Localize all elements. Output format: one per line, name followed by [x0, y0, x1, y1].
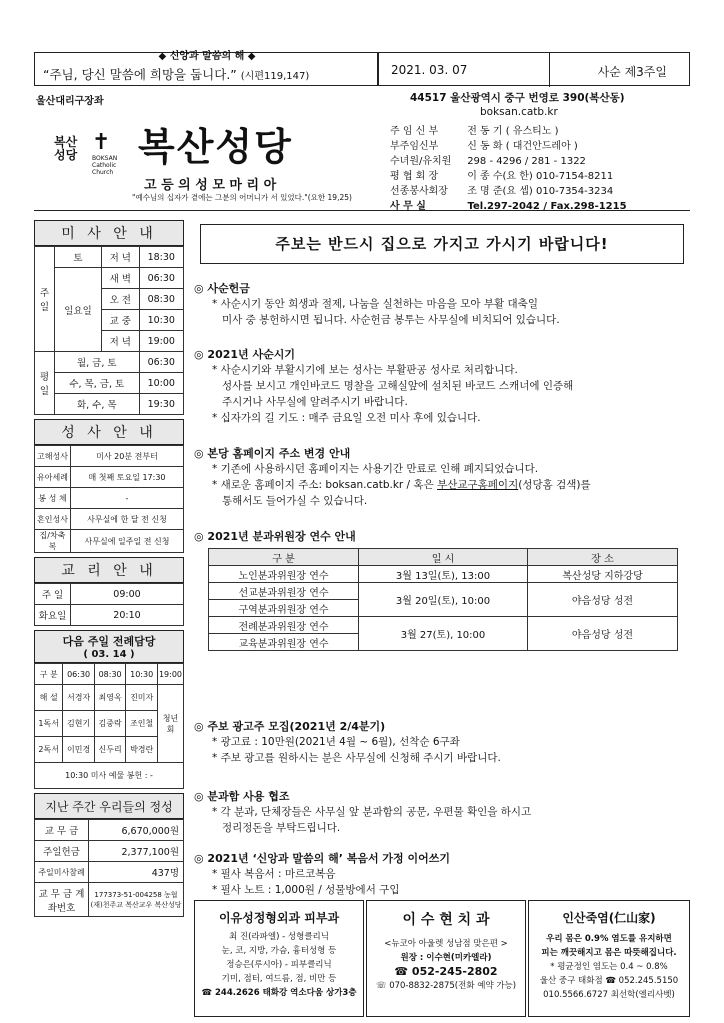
- ad-line: ☎ 244.2626 태화강 역소다움 상가3층: [201, 988, 357, 998]
- cell: 1독서: [35, 711, 63, 737]
- mass-time-label: 오 전: [101, 289, 139, 310]
- mass-day: 월, 금, 토: [55, 352, 140, 373]
- liturgical-season: 사순 제3주일: [597, 65, 667, 79]
- table-row: [35, 352, 184, 373]
- sacrament-label: 봉 성 체: [35, 488, 71, 509]
- offering-title: 지난 주간 우리들의 정성: [34, 793, 184, 819]
- mass-day: 화, 수, 목: [55, 394, 140, 415]
- cell: 노인분과위원장 연수: [209, 566, 359, 583]
- ad-row: [194, 900, 690, 1017]
- catechism-table: [34, 583, 184, 626]
- section-line: 성사를 보시고 개인바코드 명찰을 고해실앞에 설치된 바코드 스캐너에 인증해: [222, 380, 574, 392]
- section-title: ◎ 2021년 분과위원장 연수 안내: [194, 530, 356, 543]
- section-gospel-copying: [194, 850, 690, 898]
- new-homepage-text: * 새로운 홈페이지 주소: boksan.catb.kr / 혹은: [212, 479, 434, 491]
- liturgy-header: [34, 630, 184, 663]
- small-logo-english: BOKSAN Catholic Church: [92, 155, 118, 176]
- mass-group-weekday: 평일: [35, 352, 55, 415]
- cell: 야음성당 성전: [528, 617, 678, 651]
- contact-council: [390, 167, 613, 182]
- patron-quote: "예수님의 십자가 곁에는 그분의 어머니가 서 있었다."(요한 19,25): [132, 193, 352, 202]
- cell: 서경자: [63, 685, 95, 711]
- table-row: [35, 467, 184, 488]
- contact-value: 신 동 화 ( 대건안드레아 ): [467, 141, 578, 152]
- catechism-title: 교 리 안 내: [34, 557, 184, 583]
- mass-time-label: 교 중: [101, 310, 139, 331]
- ad-line: 울산 중구 태화점 ☎ 052.245.5150: [539, 976, 679, 986]
- contact-value: 298 - 4296 / 281 - 1322: [467, 156, 586, 167]
- mass-table: [34, 246, 184, 415]
- section-lent-offering: [194, 280, 690, 328]
- catechism-value: 20:10: [71, 605, 184, 626]
- contact-role: 부주임신부: [390, 141, 439, 152]
- take-home-notice: 주보는 반드시 집으로 가지고 가시기 바랍니다!: [200, 224, 684, 264]
- header-date-box: [378, 52, 690, 86]
- sacrament-value: 미사 20분 전부터: [71, 446, 184, 467]
- col-header: 구 분: [209, 549, 359, 566]
- mass-day: 수, 목, 금, 토: [55, 373, 140, 394]
- church-website[interactable]: boksan.catb.kr: [480, 106, 558, 118]
- contact-value: 조 명 준(요 셉) 010-7354-3234: [467, 186, 614, 197]
- section-title: ◎ 2021년 ‘신앙과 말씀의 해’ 복음서 가정 이어쓰기: [194, 852, 451, 865]
- contact-role: 사 무 실: [390, 201, 426, 212]
- section-line: 통해서도 들어가실 수 있습니다.: [222, 495, 368, 507]
- mass-time-label: 새 벽: [101, 268, 139, 289]
- table-row: [35, 605, 184, 626]
- cell: 3월 13일(토), 13:00: [359, 566, 528, 583]
- table-row: [35, 394, 184, 415]
- contact-convent: [390, 152, 586, 167]
- section-line: * 필사 복음서 : 마르코복음: [212, 868, 336, 880]
- cross-icon: ✝: [92, 130, 111, 155]
- table-row: [35, 883, 184, 917]
- header-slogan-box: [34, 52, 378, 86]
- table-row: [35, 530, 184, 553]
- table-row: [209, 566, 678, 583]
- col-header: 구 분: [35, 664, 63, 685]
- table-row: [35, 488, 184, 509]
- account-value: 177373-51-004258 농협 (재)천주교 복산교우 복산성당: [89, 883, 184, 917]
- church-name-title: 복산성당: [138, 124, 293, 169]
- cell: 박경란: [126, 737, 158, 763]
- bulletin-page: [34, 52, 690, 1017]
- liturgy-date: ( 03. 14 ): [83, 649, 135, 660]
- ad-line: 눈, 코, 지방, 가슴, 흉터성형 등: [221, 946, 337, 956]
- year-theme: ◆ 신앙과 말씀의 해 ◆: [158, 51, 256, 62]
- col-header: 장 소: [528, 549, 678, 566]
- table-row: [35, 247, 184, 268]
- cell: 최영옥: [94, 685, 126, 711]
- cell: 김중락: [94, 711, 126, 737]
- ad-clinic: [194, 900, 364, 1017]
- small-logo-line2: 성당: [54, 148, 78, 162]
- cell: 이민경: [63, 737, 95, 763]
- slogan-ref: (시편119,147): [240, 71, 310, 82]
- mass-time: 10:30: [139, 310, 183, 331]
- section-title: ◎ 분과함 사용 협조: [194, 790, 290, 803]
- mass-time: 18:30: [139, 247, 183, 268]
- cell: 3월 20일(토), 10:00: [359, 583, 528, 617]
- section-title: ◎ 2021년 사순시기: [194, 348, 296, 361]
- contact-role: 수녀원/유치원: [390, 156, 452, 167]
- contact-role: 선종봉사회장: [390, 186, 448, 197]
- table-row: [35, 664, 184, 685]
- contact-role: 주 임 신 부: [390, 126, 439, 137]
- mass-time: 06:30: [139, 268, 183, 289]
- ad-name: 이 수 현 치 과: [402, 912, 490, 928]
- section-advertisers: [194, 718, 690, 766]
- contact-value: Tel.297-2042 / Fax.298-1215: [467, 201, 627, 212]
- section-line: * 필사 노트 : 1,000원 / 성물방에서 구입: [212, 884, 400, 896]
- ad-line: 우리 몸은 0.9% 염도를 유지하면: [546, 934, 672, 944]
- cell: 야음성당 성전: [528, 583, 678, 617]
- catechism-label: 화요일: [35, 605, 71, 626]
- cell: 복산성당 지하강당: [528, 566, 678, 583]
- sacrament-title: 성 사 안 내: [34, 419, 184, 445]
- table-row: [35, 763, 184, 789]
- table-row: [35, 841, 184, 862]
- ad-line: 010.5566.6727 최선학(엘리사벳): [543, 990, 675, 1000]
- section-line: * 각 분과, 단체장들은 사무실 앞 분과함의 공문, 우편물 확인을 하시고: [212, 806, 532, 818]
- section-line: 미사 중 봉헌하시면 됩니다. 사순헌금 봉투는 사무실에 비치되어 있습니다.: [222, 314, 560, 326]
- cell: 3월 27(토), 10:00: [359, 617, 528, 651]
- church-address: 44517 울산광역시 중구 번영로 390(복산동): [410, 92, 625, 104]
- sacrament-label: 고해성사: [35, 446, 71, 467]
- offering-value: 6,670,000원: [89, 820, 184, 841]
- search-hint: (성당홈 검색)를: [518, 479, 591, 491]
- table-row: [209, 583, 678, 600]
- cell: 전례분과위원장 연수: [209, 617, 359, 634]
- sacrament-value: 사무실에 일주일 전 신청: [71, 530, 184, 553]
- liturgy-table: [34, 663, 184, 789]
- table-row: [209, 617, 678, 634]
- training-table: [208, 548, 678, 651]
- table-row: [35, 584, 184, 605]
- ad-line: 원장 : 이수현(미카엘라): [400, 953, 492, 963]
- liturgy-title: 다음 주일 전례담당: [62, 635, 156, 648]
- contact-value: 전 동 기 ( 유스티노 ): [467, 126, 559, 137]
- cell: 교육분과위원장 연수: [209, 634, 359, 651]
- ad-line: ☏ 070-8832-2875(전화 예약 가능): [375, 981, 517, 991]
- col-header: 10:30: [126, 664, 158, 685]
- table-row: [35, 509, 184, 530]
- cell: 선교분과위원장 연수: [209, 583, 359, 600]
- sacrament-value: -: [71, 488, 184, 509]
- section-line: 정리정돈을 부탁드립니다.: [222, 822, 341, 834]
- sacrament-table: [34, 445, 184, 553]
- section-line: 주시거나 사무실에 알려주시기 바랍니다.: [222, 396, 408, 408]
- section-title: ◎ 본당 홈페이지 주소 변경 안내: [194, 447, 351, 460]
- section-line: * 기존에 사용하시던 홈페이지는 사용기간 만료로 인해 폐지되었습니다.: [212, 463, 539, 475]
- ad-dentist: [366, 900, 526, 1017]
- table-row: [35, 820, 184, 841]
- cell: 신두리: [94, 737, 126, 763]
- section-training: [194, 528, 690, 651]
- table-row: [209, 549, 678, 566]
- contact-assistant: [390, 137, 578, 152]
- offering-label: 교 무 금: [35, 820, 89, 841]
- cell: 해 설: [35, 685, 63, 711]
- section-line: [194, 477, 690, 493]
- offering-label: 주일미사참례: [35, 862, 89, 883]
- cell: 조인철: [126, 711, 158, 737]
- table-row: [35, 373, 184, 394]
- ad-name: 이유성정형외과 피부과: [218, 911, 340, 925]
- section-mailbox: [194, 788, 690, 836]
- sacrament-label: 유아세례: [35, 467, 71, 488]
- sacrament-value: 사무실에 한 달 전 신청: [71, 509, 184, 530]
- section-line: * 사순시기 동안 희생과 절제, 나눔을 실천하는 마음을 모아 부활 대축일: [212, 298, 538, 310]
- col-header: 08:30: [94, 664, 126, 685]
- slogan: [43, 65, 309, 83]
- ad-line: 피는 깨끗해지고 몸은 따뜻해집니다.: [541, 948, 677, 958]
- mass-time: 19:00: [139, 331, 183, 352]
- catechism-value: 09:00: [71, 584, 184, 605]
- title-block: [34, 86, 690, 211]
- offering-label: 주일헌금: [35, 841, 89, 862]
- slogan-text: “주님, 당신 말씀에 희망을 둡니다.”: [43, 67, 237, 82]
- cell: 2독서: [35, 737, 63, 763]
- cell: 구역분과위원장 연수: [209, 600, 359, 617]
- mass-time-label: 저 녁: [101, 247, 139, 268]
- mass-time: 10:00: [139, 373, 183, 394]
- ad-line: 기미, 점터, 여드름, 점, 비만 등: [221, 974, 337, 984]
- cell: 김현기: [63, 711, 95, 737]
- contact-office: [390, 197, 627, 212]
- mass-time: 19:30: [139, 394, 183, 415]
- ad-line: ☎ 052-245-2802: [394, 965, 498, 978]
- mass-time-label: 저 녁: [101, 331, 139, 352]
- youth-note: 청년회: [157, 685, 183, 763]
- diocese-label: 울산대리구장좌: [36, 96, 104, 107]
- section-line: * 광고료 : 10만원(2021년 4월 ~ 6월), 선착순 6구좌: [212, 736, 460, 748]
- ad-line: 정승은(루시아) - 피부클리닉: [226, 960, 332, 970]
- divider: [549, 53, 550, 87]
- cell: 진미자: [126, 685, 158, 711]
- mass-time: 06:30: [139, 352, 183, 373]
- diocese-homepage-link[interactable]: 부산교구홈페이지: [437, 479, 519, 491]
- contact-value: 이 종 수(요 한) 010-7154-8211: [467, 171, 614, 182]
- left-column: [34, 220, 184, 917]
- small-logo-line1: 복산: [54, 135, 78, 149]
- ad-line: 최 진(라파엘) - 성형클리닉: [229, 932, 329, 942]
- contact-pastor: [390, 122, 559, 137]
- col-header: 일 시: [359, 549, 528, 566]
- contact-funeral: [390, 182, 613, 197]
- section-lent-2021: [194, 346, 690, 426]
- section-title: ◎ 사순헌금: [194, 282, 250, 295]
- mass-title: 미 사 안 내: [34, 220, 184, 246]
- section-title: ◎ 주보 광고주 모집(2021년 2/4분기): [194, 720, 386, 733]
- contact-role: 평 협 회 장: [390, 171, 439, 182]
- mass-time: 08:30: [139, 289, 183, 310]
- ad-line: <뉴코아 아울렛 성남점 맞은편 >: [384, 939, 508, 949]
- right-column: [194, 220, 690, 900]
- catechism-label: 주 일: [35, 584, 71, 605]
- offering-table: [34, 819, 184, 917]
- account-label: 교 무 금 계좌번호: [35, 883, 89, 917]
- table-row: [35, 862, 184, 883]
- section-line: * 주보 광고를 원하시는 분은 사무실에 신청해 주시기 바랍니다.: [212, 752, 501, 764]
- ad-name: 인산죽염(仁山家): [562, 911, 656, 925]
- mass-group-sunday: 주일: [35, 247, 55, 352]
- offering-value: 437명: [89, 862, 184, 883]
- sacrament-label: 집/차축복: [35, 530, 71, 553]
- small-logo: [54, 136, 77, 162]
- mass-day: 일요일: [55, 268, 102, 352]
- mass-day: 토: [55, 247, 102, 268]
- col-header: 19:00: [157, 664, 183, 685]
- issue-date: 2021. 03. 07: [391, 63, 468, 77]
- table-row: [35, 685, 184, 711]
- offering-note: 10:30 미사 예물 봉헌 : -: [35, 763, 184, 789]
- section-homepage: [194, 445, 690, 509]
- patron-title: 고 등 의 성 모 마 리 아: [144, 178, 277, 193]
- section-line: * 사순시기와 부활시기에 보는 성사는 부활판공 성사로 처리합니다.: [212, 364, 518, 376]
- sacrament-label: 혼인성사: [35, 509, 71, 530]
- table-row: [35, 268, 184, 289]
- ad-bamboo-salt: [528, 900, 690, 1017]
- col-header: 06:30: [63, 664, 95, 685]
- sacrament-value: 매 첫째 토요일 17:30: [71, 467, 184, 488]
- section-line: * 십자가의 길 기도 : 매주 금요일 오전 미사 후에 있습니다.: [212, 412, 481, 424]
- table-row: [35, 446, 184, 467]
- ad-line: * 평균정인 염도는 0.4 ~ 0.8%: [550, 962, 668, 972]
- offering-value: 2,377,100원: [89, 841, 184, 862]
